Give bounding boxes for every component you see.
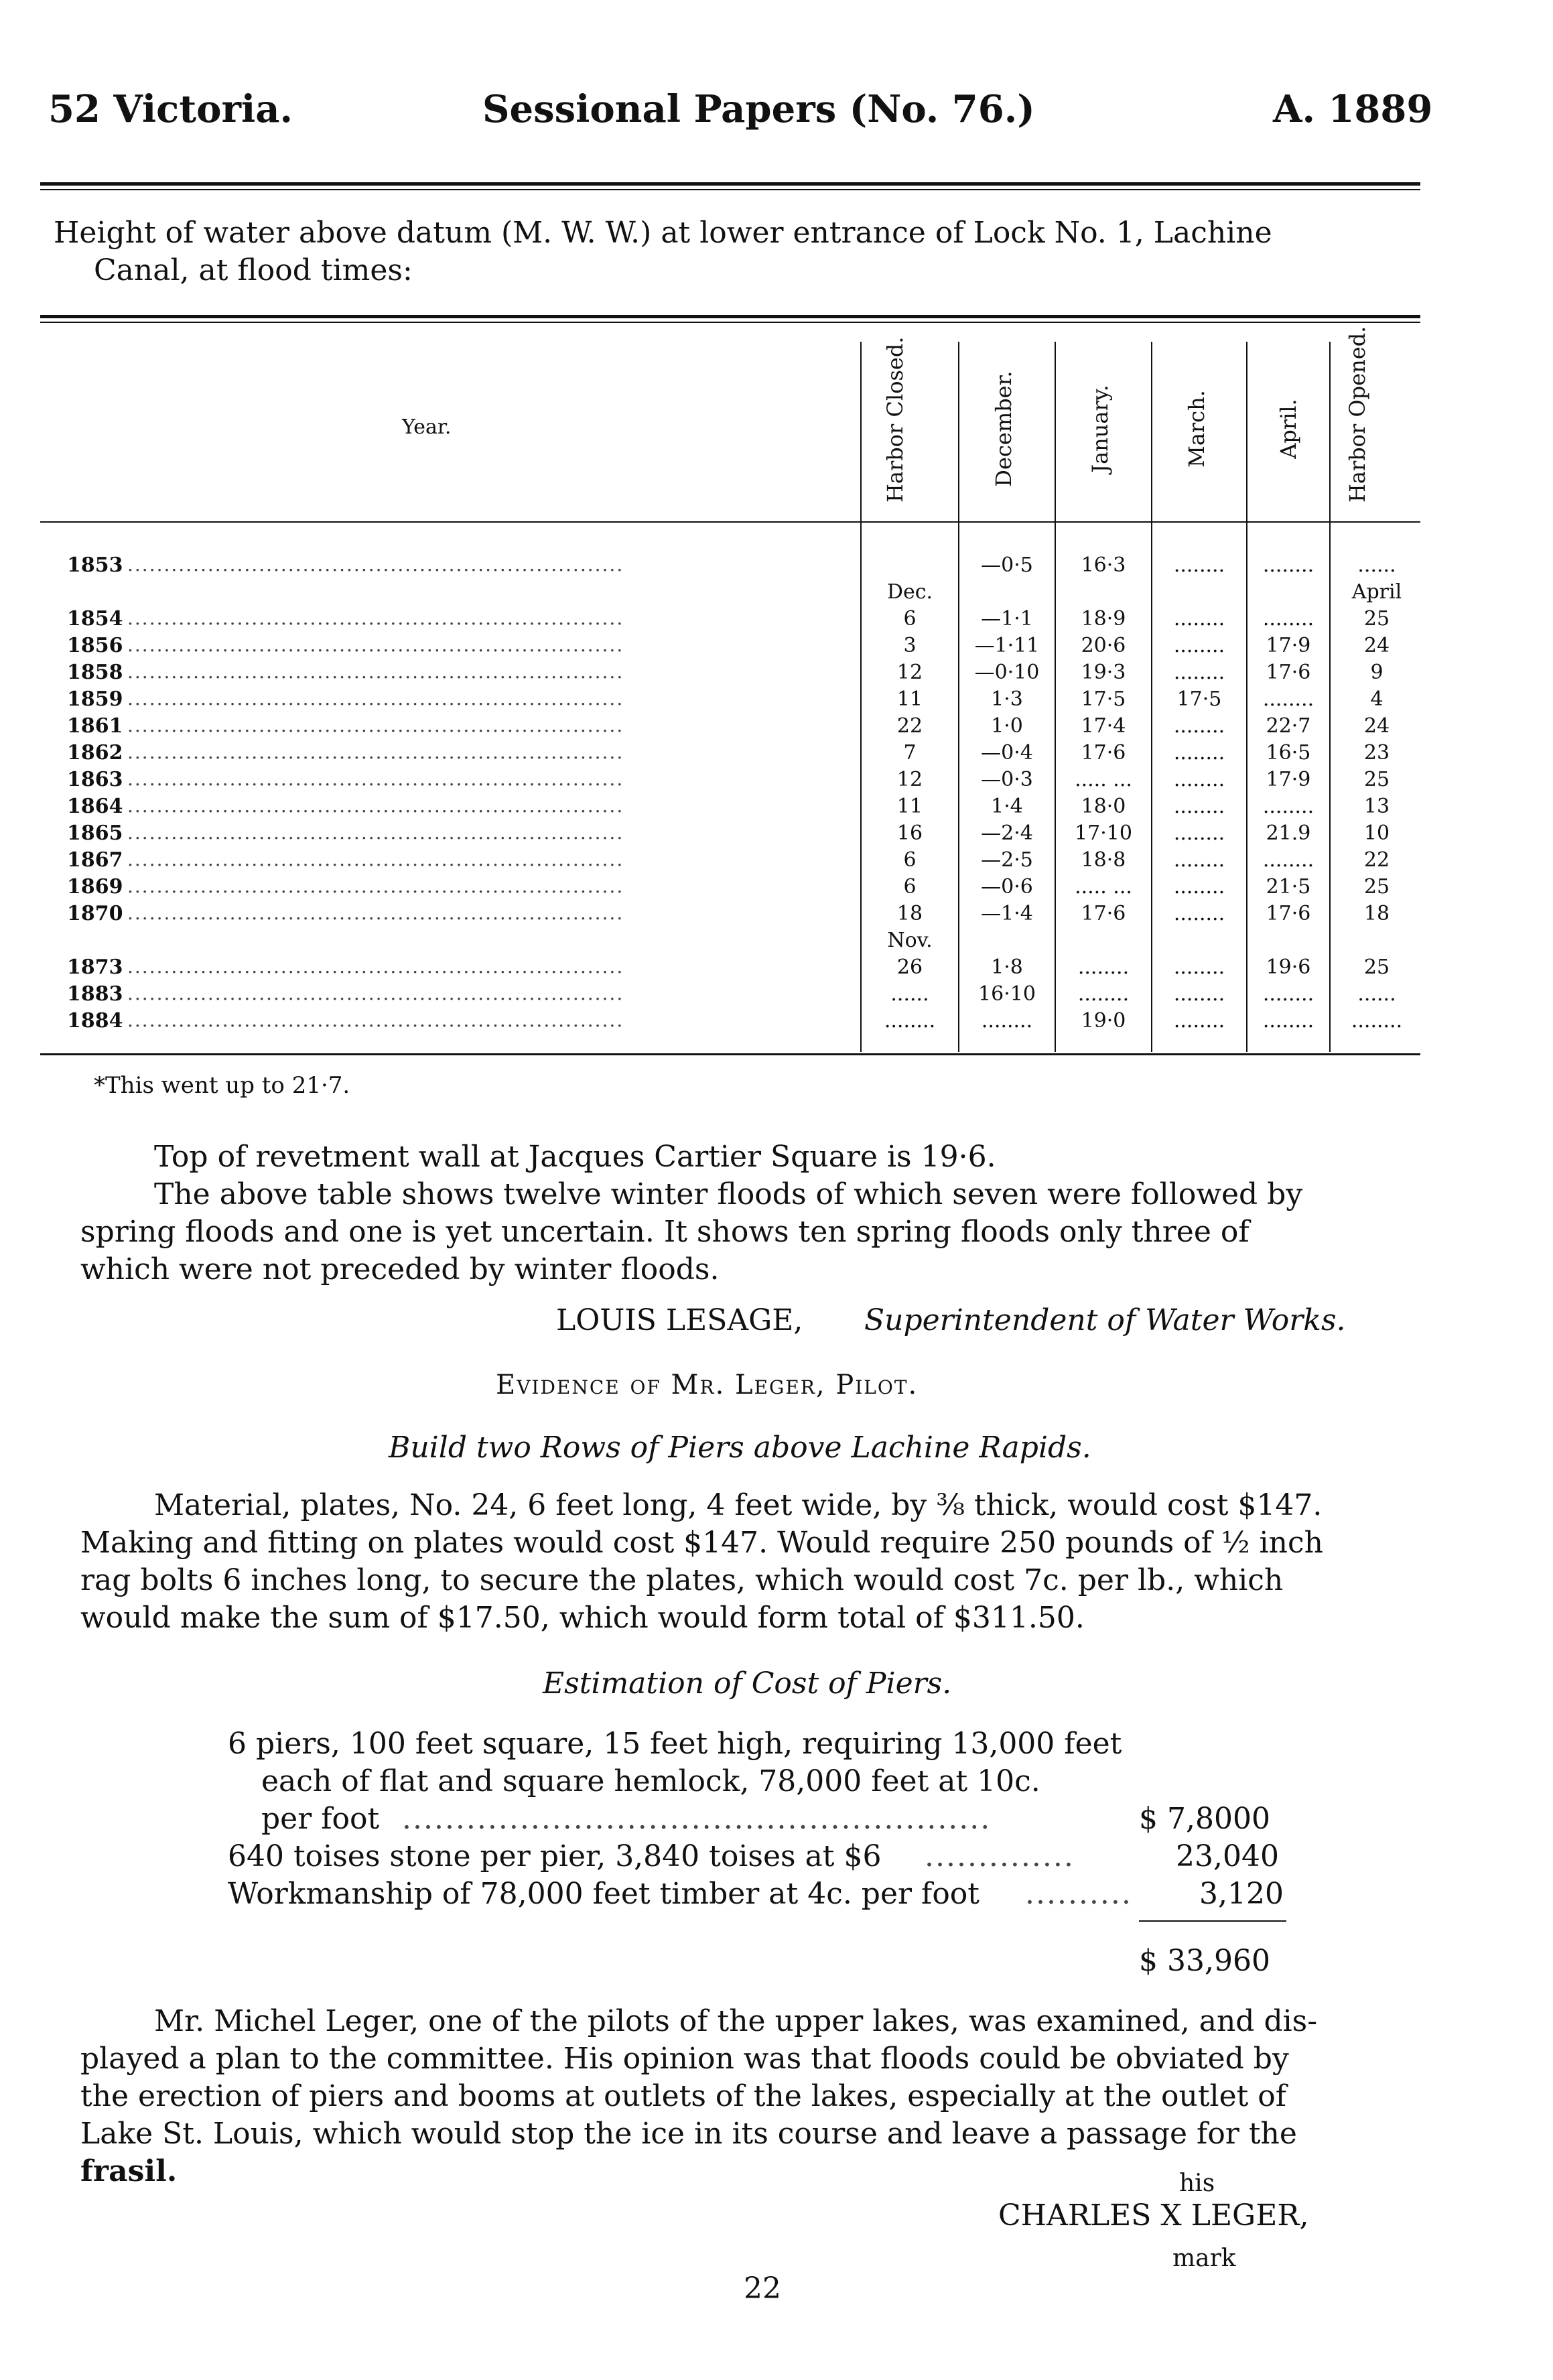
cell-opened: 24 [1363, 634, 1390, 657]
cell-closed: 3 [903, 634, 917, 657]
cell-opened: 25 [1363, 607, 1390, 631]
header-center: Sessional Papers (No. 76.) [482, 87, 1035, 131]
cell-closed: 6 [903, 875, 917, 899]
cell-dec: —0·6 [981, 875, 1033, 899]
note-line3: spring floods and one is yet uncertain. It shows ten spring floods only three of [80, 1215, 1250, 1249]
row-leader-dots: .................................................................... [127, 661, 624, 683]
cell-dec: —2·5 [981, 848, 1033, 872]
cell-opened: 22 [1363, 848, 1390, 872]
col-header-harbor-opened: Harbor Opened. [1345, 326, 1370, 503]
estimate-amount3: 3,120 [1199, 1877, 1284, 1911]
cell-apr: 21·5 [1266, 875, 1311, 899]
estimate-line5: Workmanship of 78,000 feet timber at 4c. per foot [228, 1877, 980, 1911]
row-year: 1856 [67, 634, 123, 657]
cell-mar: ........ [1173, 982, 1225, 1006]
table-row [0, 1009, 1553, 1036]
cell-jan: ........ [1077, 955, 1130, 979]
leger-line5: frasil. [80, 2154, 178, 2188]
signature-name: LOUIS LESAGE, [556, 1303, 803, 1337]
cell-apr: 21.9 [1266, 821, 1311, 845]
cell-dec: 1·8 [991, 955, 1023, 979]
cell-closed: 12 [896, 768, 923, 791]
cell-jan: 18·8 [1081, 848, 1126, 872]
cell-closed: 11 [896, 687, 923, 711]
cell-mar: ........ [1173, 661, 1225, 684]
table-row [0, 982, 1553, 1009]
cell-dec: 1·4 [991, 795, 1023, 818]
table-rule-bottom [40, 1053, 1420, 1055]
table-row [0, 795, 1553, 821]
row-leader-dots: .................................................................... [127, 768, 624, 790]
cell-dec: —0·10 [974, 661, 1040, 684]
cell-opened: 10 [1363, 821, 1390, 845]
table-caption-line1: Height of water above datum (M. W. W.) at lower entrance of Lock No. 1, Lachine [54, 216, 1272, 250]
table-row [0, 821, 1553, 848]
cell-dec: —1·11 [974, 634, 1040, 657]
row-year: 1884 [67, 1009, 123, 1033]
col-header-december: December. [991, 371, 1016, 487]
estimate-leader2: .............. [925, 1839, 1075, 1873]
leger-line1: Mr. Michel Leger, one of the pilots of the upper lakes, was examined, and dis- [154, 2004, 1318, 2038]
row-leader-dots: .................................................................... [127, 741, 624, 763]
cell-opened: 23 [1363, 741, 1390, 765]
cell-dec: —1·4 [981, 902, 1033, 925]
estimate-line4: 640 toises stone per pier, 3,840 toises at $6 [228, 1839, 882, 1873]
cell-apr: ........ [1262, 1009, 1314, 1033]
page-number: 22 [744, 2271, 781, 2306]
cell-jan: 20·6 [1081, 634, 1126, 657]
cell-opened: 9 [1370, 661, 1383, 684]
cell-opened: April [1351, 580, 1402, 604]
table-row [0, 687, 1553, 714]
cell-jan: 16·3 [1081, 553, 1126, 577]
estimate-leader3: .......... [1025, 1877, 1132, 1911]
cell-apr: 17·6 [1266, 661, 1311, 684]
estimate-line1: 6 piers, 100 feet square, 15 feet high, requiring 13,000 feet [228, 1727, 1122, 1761]
row-year: 1873 [67, 955, 123, 979]
cell-dec: —0·3 [981, 768, 1033, 791]
cell-opened: ...... [1357, 553, 1396, 577]
leger-line4: Lake St. Louis, which would stop the ice in its course and leave a passage for the [80, 2117, 1297, 2151]
row-leader-dots: .................................................................... [127, 714, 624, 736]
cell-mar: ........ [1173, 768, 1225, 791]
year-column-header: Year. [402, 415, 452, 439]
cell-mar: ........ [1173, 821, 1225, 845]
evidence-subheading: Build two Rows of Piers above Lachine Rapids. [389, 1431, 1091, 1465]
cell-opened: 25 [1363, 875, 1390, 899]
cell-jan: 17·10 [1075, 821, 1132, 845]
row-leader-dots: .................................................................... [127, 607, 624, 629]
table-row [0, 580, 1553, 607]
cell-opened: 25 [1363, 768, 1390, 791]
row-leader-dots: .................................................................... [127, 553, 624, 576]
row-year: 1862 [67, 741, 123, 765]
header-left: 52 Victoria. [48, 87, 293, 131]
cell-jan: 17·4 [1081, 714, 1126, 738]
cell-dec: —2·4 [981, 821, 1033, 845]
cell-dec: —0·4 [981, 741, 1033, 765]
cell-jan: ........ [1077, 982, 1130, 1006]
cell-dec: 1·3 [991, 687, 1023, 711]
col-header-april: April. [1276, 399, 1301, 459]
table-row [0, 741, 1553, 768]
row-year: 1870 [67, 902, 123, 925]
cell-jan: 17·6 [1081, 902, 1126, 925]
header-rule-bottom [40, 189, 1420, 190]
row-leader-dots: .................................................................... [127, 902, 624, 924]
cell-apr: ........ [1262, 848, 1314, 872]
cell-mar: ........ [1173, 741, 1225, 765]
table-row [0, 714, 1553, 741]
cell-mar: ........ [1173, 955, 1225, 979]
cell-closed: 12 [896, 661, 923, 684]
cell-closed: Dec. [886, 580, 933, 604]
cell-apr: 22·7 [1266, 714, 1311, 738]
cell-apr: ........ [1262, 982, 1314, 1006]
cell-jan: 17·5 [1081, 687, 1126, 711]
cell-opened: 18 [1363, 902, 1390, 925]
cell-closed: 22 [896, 714, 923, 738]
cell-mar: ........ [1173, 634, 1225, 657]
cell-mar: 17·5 [1176, 687, 1222, 711]
header-right: A. 1889 [1273, 87, 1433, 131]
col-header-harbor-closed: Harbor Closed. [882, 336, 908, 503]
leger-line3: the erection of piers and booms at outlets of the lakes, especially at the outlet of [80, 2079, 1287, 2113]
cell-opened: 24 [1363, 714, 1390, 738]
cell-opened: 25 [1363, 955, 1390, 979]
cell-apr: 17·6 [1266, 902, 1311, 925]
row-leader-dots: .................................................................... [127, 687, 624, 710]
leger-line2: played a plan to the committee. His opinion was that floods could be obviated by [80, 2042, 1289, 2076]
col-header-march: March. [1184, 390, 1209, 468]
row-leader-dots: .................................................................... [127, 848, 624, 870]
table-footnote: *This went up to 21·7. [94, 1072, 350, 1099]
cell-jan: ..... ... [1075, 875, 1132, 899]
material-line1: Material, plates, No. 24, 6 feet long, 4 feet wide, by ⅜ thick, would cost $147. [154, 1488, 1323, 1522]
cell-jan: 18·0 [1081, 795, 1126, 818]
cell-dec: 1·0 [991, 714, 1023, 738]
table-row [0, 634, 1553, 661]
cell-dec: 16·10 [978, 982, 1036, 1006]
cell-mar: ........ [1173, 1009, 1225, 1033]
row-year: 1867 [67, 848, 123, 872]
cell-dec: —1·1 [981, 607, 1033, 631]
cell-apr: ........ [1262, 553, 1314, 577]
cell-opened: 4 [1370, 687, 1383, 711]
row-leader-dots: .................................................................... [127, 955, 624, 978]
cell-closed: 7 [903, 741, 917, 765]
row-year: 1859 [67, 687, 123, 711]
row-year: 1863 [67, 768, 123, 791]
cell-jan: 18·9 [1081, 607, 1126, 631]
note-line1: Top of revetment wall at Jacques Cartier Square is 19·6. [154, 1140, 996, 1174]
table-row [0, 768, 1553, 795]
estimate-line3: per foot [261, 1802, 380, 1836]
row-leader-dots: .................................................................... [127, 982, 624, 1004]
cell-closed: ...... [890, 982, 929, 1006]
cell-jan: 19·0 [1081, 1009, 1126, 1033]
table-rule-top2 [40, 322, 1420, 323]
table-row [0, 661, 1553, 687]
cell-jan: 19·3 [1081, 661, 1126, 684]
row-leader-dots: .................................................................... [127, 875, 624, 897]
cell-mar: ........ [1173, 848, 1225, 872]
cell-apr: ........ [1262, 607, 1314, 631]
table-header-rule [40, 521, 1420, 523]
estimate-sum-rule [1139, 1920, 1286, 1922]
table-row [0, 902, 1553, 929]
signature-his: his [1179, 2170, 1215, 2197]
cell-closed: 16 [896, 821, 923, 845]
row-year: 1869 [67, 875, 123, 899]
material-line3: rag bolts 6 inches long, to secure the plates, which would cost 7c. per lb., which [80, 1563, 1284, 1597]
cell-closed: ........ [884, 1009, 936, 1033]
cell-apr: ........ [1262, 687, 1314, 711]
cell-jan: 17·6 [1081, 741, 1126, 765]
row-year: 1865 [67, 821, 123, 845]
table-rule-top [40, 315, 1420, 318]
table-caption-line2: Canal, at flood times: [94, 253, 413, 287]
row-year: 1864 [67, 795, 123, 818]
cell-closed: 18 [896, 902, 923, 925]
cell-apr: 17·9 [1266, 768, 1311, 791]
cell-closed: Nov. [887, 929, 933, 952]
cell-mar: ........ [1173, 875, 1225, 899]
estimate-amount1: $ 7,8000 [1139, 1802, 1270, 1836]
cell-mar: ........ [1173, 714, 1225, 738]
table-row [0, 929, 1553, 955]
note-line2: The above table shows twelve winter floods of which seven were followed by [154, 1177, 1303, 1211]
note-line4: which were not preceded by winter floods. [80, 1252, 720, 1286]
row-leader-dots: .................................................................... [127, 795, 624, 817]
cell-mar: ........ [1173, 902, 1225, 925]
estimate-leader1: ....................................................... [402, 1802, 992, 1836]
row-year: 1854 [67, 607, 123, 631]
cell-apr: 17·9 [1266, 634, 1311, 657]
cell-apr: ........ [1262, 795, 1314, 818]
row-year: 1861 [67, 714, 123, 738]
row-leader-dots: .................................................................... [127, 634, 624, 656]
cell-closed: 26 [896, 955, 923, 979]
row-year: 1853 [67, 553, 123, 577]
material-line2: Making and fitting on plates would cost $147. Would require 250 pounds of ½ inch [80, 1526, 1323, 1560]
cell-mar: ........ [1173, 795, 1225, 818]
header-rule-top [40, 182, 1420, 186]
signature-leger: CHARLES X LEGER, [998, 2198, 1309, 2233]
cell-jan: ..... ... [1075, 768, 1132, 791]
cell-closed: 11 [896, 795, 923, 818]
row-leader-dots: .................................................................... [127, 821, 624, 844]
table-row [0, 875, 1553, 902]
cell-closed: 6 [903, 848, 917, 872]
estimate-total: $ 33,960 [1139, 1944, 1270, 1978]
signature-mark: mark [1172, 2245, 1236, 2272]
row-leader-dots: .................................................................... [127, 1009, 624, 1031]
cell-mar: ........ [1173, 553, 1225, 577]
evidence-heading: Evidence of Mr. Leger, Pilot. [496, 1370, 919, 1400]
cell-dec: —0·5 [981, 553, 1033, 577]
cell-opened: ........ [1351, 1009, 1403, 1033]
cell-opened: 13 [1363, 795, 1390, 818]
table-row [0, 607, 1553, 634]
material-line4: would make the sum of $17.50, which would form total of $311.50. [80, 1601, 1085, 1635]
row-year: 1858 [67, 661, 123, 684]
col-header-january: January. [1087, 385, 1113, 473]
cell-apr: 16·5 [1266, 741, 1311, 765]
cell-apr: 19·6 [1266, 955, 1311, 979]
cell-closed: 6 [903, 607, 917, 631]
signature-title: Superintendent of Water Works. [864, 1303, 1346, 1337]
cell-opened: ...... [1357, 982, 1396, 1006]
cell-dec: ........ [981, 1009, 1033, 1033]
table-row [0, 553, 1553, 580]
estimate-line2: each of flat and square hemlock, 78,000 feet at 10c. [261, 1764, 1040, 1798]
cell-mar: ........ [1173, 607, 1225, 631]
estimate-amount2: 23,040 [1176, 1839, 1279, 1873]
row-year: 1883 [67, 982, 123, 1006]
table-row [0, 848, 1553, 875]
table-row [0, 955, 1553, 982]
estimation-heading: Estimation of Cost of Piers. [543, 1666, 952, 1701]
